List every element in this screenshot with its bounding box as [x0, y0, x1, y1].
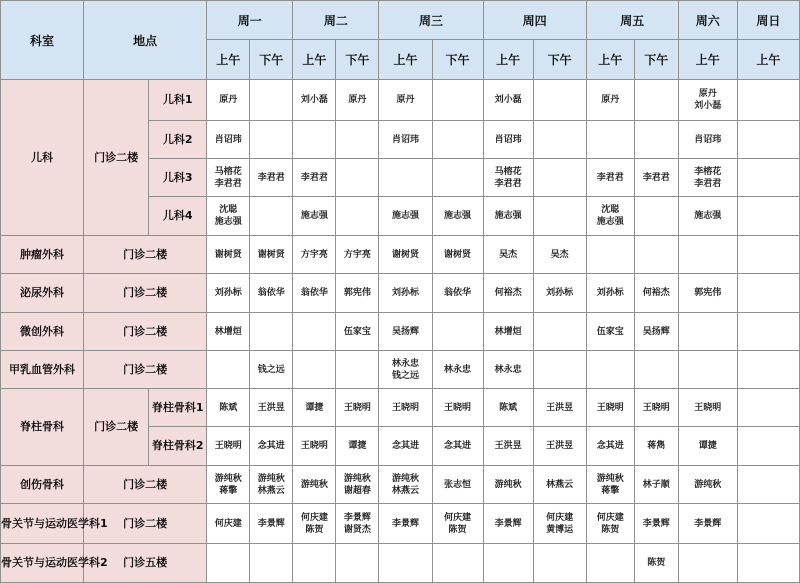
schedule-cell: 张志恒 — [432, 466, 483, 504]
schedule-cell — [737, 504, 799, 544]
table-row — [1, 389, 800, 427]
schedule-cell: 林增烜 — [483, 313, 533, 351]
schedule-cell: 伍家宝 — [586, 313, 634, 351]
schedule-cell — [250, 121, 293, 159]
schedule-cell: 谢树贤 — [379, 236, 432, 274]
dept-name: 骨关节与运动医学科1 — [1, 504, 84, 544]
dept-location: 门诊二楼 — [84, 236, 207, 274]
schedule-cell: 李君君 — [250, 159, 293, 197]
schedule-cell — [634, 236, 678, 274]
schedule-cell — [293, 544, 336, 583]
schedule-cell: 何裕杰 — [634, 274, 678, 313]
schedule-cell — [336, 121, 379, 159]
table-row — [1, 466, 800, 504]
dept-location: 门诊五楼 — [84, 544, 207, 583]
table-row — [1, 1, 800, 40]
schedule-cell — [678, 236, 737, 274]
header-location: 地点 — [84, 1, 207, 80]
schedule-cell: 原丹 刘小磊 — [678, 80, 737, 121]
header-pm: 下午 — [336, 40, 379, 80]
schedule-cell — [737, 427, 799, 466]
header-day: 周日 — [737, 1, 799, 40]
schedule-cell: 王洪昱 — [250, 389, 293, 427]
header-am: 上午 — [207, 40, 250, 80]
schedule-cell — [293, 121, 336, 159]
header-am: 上午 — [678, 40, 737, 80]
schedule-cell: 念其进 — [586, 427, 634, 466]
schedule-cell: 陈斌 — [207, 389, 250, 427]
dept-location: 门诊二楼 — [84, 389, 149, 466]
schedule-cell — [250, 313, 293, 351]
schedule-cell — [737, 121, 799, 159]
schedule-cell — [634, 197, 678, 236]
schedule-cell: 谢树贤 — [207, 236, 250, 274]
schedule-cell — [533, 121, 586, 159]
header-day: 周二 — [293, 1, 379, 40]
schedule-cell — [207, 351, 250, 389]
schedule-cell: 原丹 — [207, 80, 250, 121]
schedule-cell: 王洪昱 — [533, 389, 586, 427]
schedule-cell: 王晓明 — [207, 427, 250, 466]
schedule-cell: 施志强 — [483, 197, 533, 236]
schedule-cell: 李景辉 — [379, 504, 432, 544]
schedule-cell: 李君君 — [634, 159, 678, 197]
schedule-cell: 吴杰 — [533, 236, 586, 274]
sub-dept-name: 脊柱骨科1 — [149, 389, 207, 427]
dept-name: 创伤骨科 — [1, 466, 84, 504]
schedule-cell: 游纯秋 谢超春 — [336, 466, 379, 504]
sub-dept-name: 儿科1 — [149, 80, 207, 121]
schedule-cell — [737, 313, 799, 351]
schedule-cell: 王晓明 — [336, 389, 379, 427]
schedule-cell — [207, 544, 250, 583]
schedule-cell: 李景辉 谢贤杰 — [336, 504, 379, 544]
schedule-cell: 何裕杰 — [483, 274, 533, 313]
schedule-cell: 刘孙标 — [207, 274, 250, 313]
schedule-cell: 肖诏玮 — [207, 121, 250, 159]
schedule-cell — [737, 351, 799, 389]
schedule-cell — [379, 159, 432, 197]
schedule-cell — [432, 80, 483, 121]
sub-dept-name: 脊柱骨科2 — [149, 427, 207, 466]
schedule-cell: 王晓明 — [379, 389, 432, 427]
dept-name: 甲乳血管外科 — [1, 351, 84, 389]
schedule-cell — [336, 159, 379, 197]
schedule-cell — [586, 544, 634, 583]
schedule-cell: 林永忠 — [432, 351, 483, 389]
schedule-cell: 何庆建 — [207, 504, 250, 544]
schedule-cell: 念其进 — [432, 427, 483, 466]
table-row — [1, 351, 800, 389]
header-day: 周三 — [379, 1, 483, 40]
schedule-cell: 吴扬辉 — [379, 313, 432, 351]
schedule-cell: 林子顺 — [634, 466, 678, 504]
schedule-cell — [336, 197, 379, 236]
schedule-cell: 王晓明 — [432, 389, 483, 427]
schedule-cell — [586, 121, 634, 159]
schedule-cell: 王晓明 — [634, 389, 678, 427]
schedule-cell: 林永忠 钱之远 — [379, 351, 432, 389]
schedule-cell: 吴扬辉 — [634, 313, 678, 351]
schedule-cell: 马榕花 李君君 — [483, 159, 533, 197]
schedule-cell: 沈聪 施志强 — [586, 197, 634, 236]
table-row — [1, 544, 800, 583]
schedule-cell: 马榕花 李君君 — [207, 159, 250, 197]
schedule-cell: 何庆建 陈贺 — [293, 504, 336, 544]
schedule-cell: 李景辉 — [678, 504, 737, 544]
schedule-cell — [336, 351, 379, 389]
header-am: 上午 — [483, 40, 533, 80]
schedule-cell — [634, 121, 678, 159]
schedule-cell: 念其进 — [379, 427, 432, 466]
schedule-cell: 钱之远 — [250, 351, 293, 389]
schedule-cell — [533, 351, 586, 389]
schedule-cell: 何庆建 陈贺 — [432, 504, 483, 544]
schedule-cell — [432, 121, 483, 159]
schedule-cell: 翁依华 — [250, 274, 293, 313]
sub-dept-name: 儿科4 — [149, 197, 207, 236]
schedule-cell — [250, 80, 293, 121]
schedule-cell: 刘小磊 — [293, 80, 336, 121]
schedule-cell: 施志强 — [293, 197, 336, 236]
schedule-cell — [737, 159, 799, 197]
header-am: 上午 — [586, 40, 634, 80]
schedule-cell — [432, 313, 483, 351]
schedule-cell — [533, 80, 586, 121]
header-pm: 下午 — [533, 40, 586, 80]
header-am: 上午 — [293, 40, 336, 80]
schedule-cell — [533, 159, 586, 197]
schedule-cell: 李榕花 李君君 — [678, 159, 737, 197]
schedule-cell: 何庆建 陈贺 — [586, 504, 634, 544]
schedule-cell — [250, 544, 293, 583]
dept-name: 泌尿外科 — [1, 274, 84, 313]
schedule-cell: 原丹 — [586, 80, 634, 121]
schedule-cell — [533, 313, 586, 351]
schedule-cell: 施志强 — [678, 197, 737, 236]
header-am: 上午 — [379, 40, 432, 80]
schedule-cell: 王晓明 — [678, 389, 737, 427]
header-day: 周六 — [678, 1, 737, 40]
schedule-cell: 刘孙标 — [533, 274, 586, 313]
schedule-cell: 林增烜 — [207, 313, 250, 351]
schedule-cell: 沈聪 施志强 — [207, 197, 250, 236]
schedule-cell: 郭宪伟 — [678, 274, 737, 313]
schedule-cell: 刘孙标 — [379, 274, 432, 313]
schedule-cell: 王晓明 — [586, 389, 634, 427]
schedule-cell: 吴杰 — [483, 236, 533, 274]
schedule-cell — [737, 236, 799, 274]
schedule-cell: 谢树贤 — [250, 236, 293, 274]
schedule-cell: 林永忠 — [483, 351, 533, 389]
schedule-cell — [586, 351, 634, 389]
header-day: 周五 — [586, 1, 678, 40]
schedule-cell — [432, 159, 483, 197]
schedule-cell: 肖诏玮 — [483, 121, 533, 159]
schedule-cell: 李景辉 — [483, 504, 533, 544]
table-row — [1, 236, 800, 274]
schedule-cell — [533, 544, 586, 583]
schedule-cell: 念其进 — [250, 427, 293, 466]
header-day: 周一 — [207, 1, 293, 40]
schedule-cell: 翁依华 — [432, 274, 483, 313]
schedule-cell: 伍家宝 — [336, 313, 379, 351]
schedule-cell — [293, 351, 336, 389]
sub-dept-name: 儿科2 — [149, 121, 207, 159]
schedule-cell: 谭捷 — [293, 389, 336, 427]
schedule-cell: 王洪昱 — [533, 427, 586, 466]
schedule-cell — [336, 544, 379, 583]
schedule-cell: 游纯秋 — [483, 466, 533, 504]
schedule-cell — [533, 197, 586, 236]
dept-name: 微创外科 — [1, 313, 84, 351]
schedule-cell — [483, 544, 533, 583]
schedule-cell: 方宇亮 — [336, 236, 379, 274]
schedule-cell: 肖诏玮 — [379, 121, 432, 159]
dept-name: 儿科 — [1, 80, 84, 236]
schedule-cell: 施志强 — [432, 197, 483, 236]
schedule-cell — [737, 274, 799, 313]
schedule-cell — [678, 351, 737, 389]
schedule-cell: 郭宪伟 — [336, 274, 379, 313]
schedule-cell: 游纯秋 蒋擎 — [586, 466, 634, 504]
dept-name: 脊柱骨科 — [1, 389, 84, 466]
schedule-cell — [379, 544, 432, 583]
schedule-cell: 王洪昱 — [483, 427, 533, 466]
schedule-cell: 谭捷 — [678, 427, 737, 466]
dept-location: 门诊二楼 — [84, 274, 207, 313]
schedule-cell — [586, 236, 634, 274]
schedule-cell: 原丹 — [379, 80, 432, 121]
dept-location: 门诊二楼 — [84, 504, 207, 544]
schedule-cell: 游纯秋 — [678, 466, 737, 504]
dept-location: 门诊二楼 — [84, 313, 207, 351]
dept-name: 肿瘤外科 — [1, 236, 84, 274]
sub-dept-name: 儿科3 — [149, 159, 207, 197]
schedule-cell — [737, 466, 799, 504]
schedule-cell — [432, 544, 483, 583]
table-row — [1, 80, 800, 121]
schedule-cell — [678, 544, 737, 583]
schedule-cell: 陈贺 — [634, 544, 678, 583]
schedule-cell: 林燕云 — [533, 466, 586, 504]
schedule-cell: 何庆建 黄博运 — [533, 504, 586, 544]
schedule-cell: 李景辉 — [250, 504, 293, 544]
schedule-cell: 王晓明 — [293, 427, 336, 466]
schedule-cell — [737, 544, 799, 583]
schedule-cell: 李君君 — [586, 159, 634, 197]
schedule-cell — [737, 197, 799, 236]
schedule-cell: 原丹 — [336, 80, 379, 121]
schedule-cell: 施志强 — [379, 197, 432, 236]
header-pm: 下午 — [432, 40, 483, 80]
schedule-cell — [293, 313, 336, 351]
dept-location: 门诊二楼 — [84, 351, 207, 389]
schedule-cell: 肖诏玮 — [678, 121, 737, 159]
schedule-cell: 刘孙标 — [586, 274, 634, 313]
dept-name: 骨关节与运动医学科2 — [1, 544, 84, 583]
schedule-cell: 翁依华 — [293, 274, 336, 313]
schedule-cell: 李景辉 — [634, 504, 678, 544]
table-row — [1, 313, 800, 351]
schedule-cell: 陈斌 — [483, 389, 533, 427]
schedule-cell — [737, 389, 799, 427]
schedule-cell: 游纯秋 林燕云 — [379, 466, 432, 504]
header-day: 周四 — [483, 1, 586, 40]
schedule-cell — [250, 197, 293, 236]
schedule-cell: 游纯秋 蒋擎 — [207, 466, 250, 504]
schedule-cell: 方宇亮 — [293, 236, 336, 274]
header-am: 上午 — [737, 40, 799, 80]
schedule-cell — [634, 351, 678, 389]
schedule-cell — [678, 313, 737, 351]
dept-location: 门诊二楼 — [84, 466, 207, 504]
schedule-cell: 游纯秋 — [293, 466, 336, 504]
table-row — [1, 504, 800, 544]
dept-location: 门诊二楼 — [84, 80, 149, 236]
schedule-cell: 谢树贤 — [432, 236, 483, 274]
table-row — [1, 274, 800, 313]
schedule-cell: 游纯秋 林燕云 — [250, 466, 293, 504]
schedule-cell: 谭捷 — [336, 427, 379, 466]
schedule-cell: 李君君 — [293, 159, 336, 197]
header-pm: 下午 — [250, 40, 293, 80]
header-dept: 科室 — [1, 1, 84, 80]
schedule-cell — [634, 80, 678, 121]
header-pm: 下午 — [634, 40, 678, 80]
schedule-cell: 蒋雋 — [634, 427, 678, 466]
schedule-cell: 刘小磊 — [483, 80, 533, 121]
schedule-cell — [737, 80, 799, 121]
